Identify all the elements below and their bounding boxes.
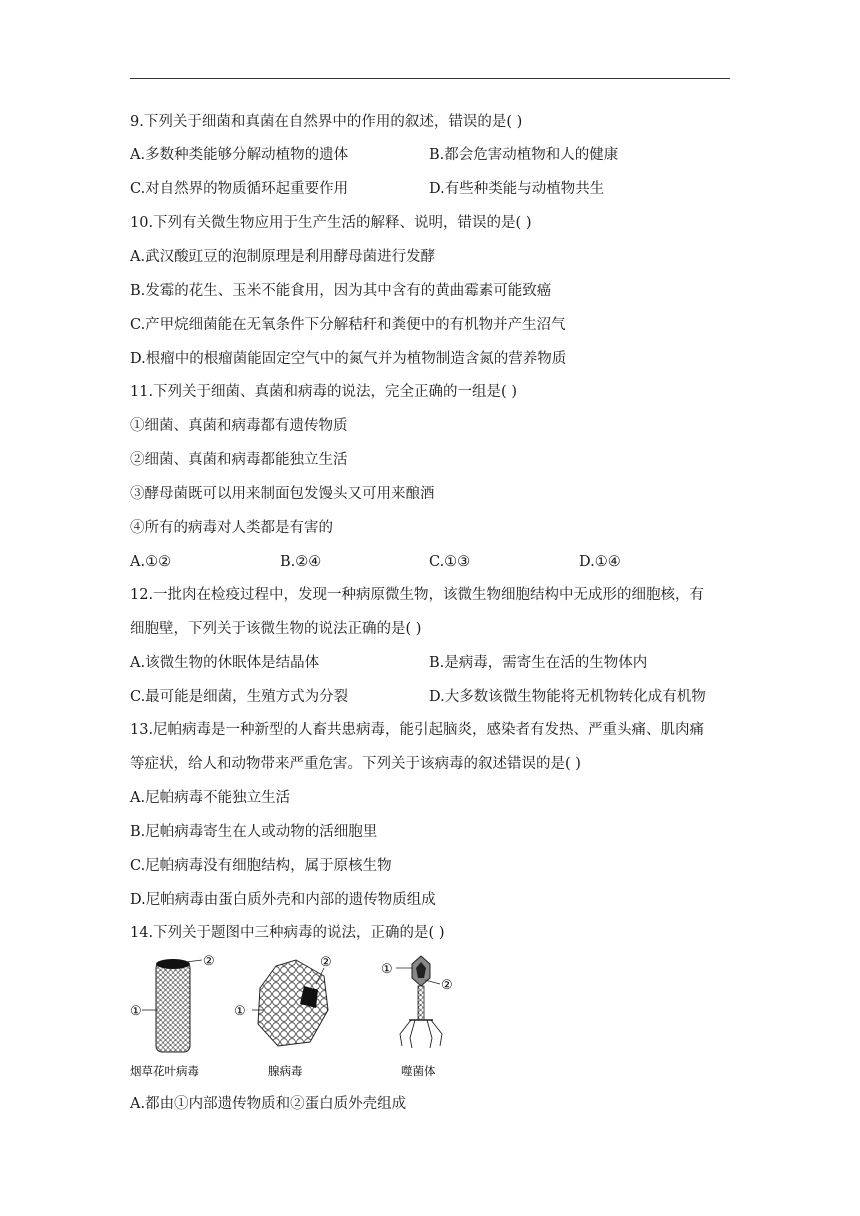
phage-label-1: ① [381, 962, 393, 977]
tmv-label-2: ② [203, 954, 215, 969]
phage-label-2: ② [441, 978, 453, 993]
q12-option-a: A.该微生物的休眠体是结晶体 [130, 655, 320, 671]
virus-figure [128, 950, 468, 1085]
q9-option-d: D.有些种类能与动植物共生 [429, 181, 605, 197]
q11-statement-4: ④所有的病毒对人类都是有害的 [130, 520, 333, 536]
q10-option-c: C.产甲烷细菌能在无氧条件下分解秸秆和粪便中的有机物并产生沼气 [130, 317, 566, 333]
q11-option-c: C.①③ [429, 554, 471, 570]
header-rule [130, 78, 730, 79]
q10-option-b: B.发霉的花生、玉米不能食用，因为其中含有的黄曲霉素可能致癌 [130, 283, 552, 299]
bacteriophage-illustration [381, 956, 453, 1078]
q12-stem-line1: 12.一批肉在检疫过程中，发现一种病原微生物，该微生物细胞结构中无成形的细胞核，有 [130, 587, 705, 603]
adenovirus-label-2: ② [320, 955, 332, 970]
q12-option-c: C.最可能是细菌，生殖方式为分裂 [130, 689, 349, 705]
q14-option-a: A.都由①内部遗传物质和②蛋白质外壳组成 [130, 1096, 407, 1112]
q13-stem-line1: 13.尼帕病毒是一种新型的人畜共患病毒，能引起脑炎，感染者有发热、严重头痛、肌肉痛 [130, 722, 705, 738]
q12-stem-line2: 细胞壁，下列关于该微生物的说法正确的是( ) [130, 621, 422, 637]
q10-option-a: A.武汉酸豇豆的泡制原理是利用酵母菌进行发酵 [130, 249, 436, 265]
tmv-illustration [130, 954, 215, 1078]
q9-option-a: A.多数种类能够分解动植物的遗体 [130, 147, 349, 163]
q11-option-b: B.②④ [280, 554, 322, 570]
phage-caption: 噬菌体 [401, 1064, 436, 1078]
tmv-caption: 烟草花叶病毒 [130, 1064, 199, 1078]
q13-option-a: A.尼帕病毒不能独立生活 [130, 790, 291, 806]
q11-statement-3: ③酵母菌既可以用来制面包发馒头又可用来酿酒 [130, 486, 435, 502]
q11-option-a: A.①② [130, 554, 172, 570]
q10-option-d: D.根瘤中的根瘤菌能固定空气中的氮气并为植物制造含氮的营养物质 [130, 351, 567, 367]
q13-option-c: C.尼帕病毒没有细胞结构，属于原核生物 [130, 858, 392, 874]
adenovirus-caption: 腺病毒 [268, 1064, 303, 1078]
adenovirus-label-1: ① [234, 1004, 246, 1019]
q11-statement-2: ②细菌、真菌和病毒都能独立生活 [130, 452, 348, 468]
q9-option-b: B.都会危害动植物和人的健康 [429, 147, 619, 163]
q11-stem: 11.下列关于细菌、真菌和病毒的说法，完全正确的一组是( ) [130, 384, 517, 400]
q14-stem: 14.下列关于题图中三种病毒的说法，正确的是( ) [130, 925, 445, 941]
q10-stem: 10.下列有关微生物应用于生产生活的解释、说明，错误的是( ) [130, 215, 532, 231]
adenovirus-illustration [234, 955, 332, 1078]
q13-option-d: D.尼帕病毒由蛋白质外壳和内部的遗传物质组成 [130, 892, 436, 908]
q12-option-b: B.是病毒，需寄生在活的生物体内 [429, 655, 648, 671]
q9-option-c: C.对自然界的物质循环起重要作用 [130, 181, 349, 197]
q9-stem: 9.下列关于细菌和真菌在自然界中的作用的叙述，错误的是( ) [130, 114, 523, 130]
q13-option-b: B.尼帕病毒寄生在人或动物的活细胞里 [130, 824, 378, 840]
q13-stem-line2: 等症状，给人和动物带来严重危害。下列关于该病毒的叙述错误的是( ) [130, 756, 581, 772]
q11-statement-1: ①细菌、真菌和病毒都有遗传物质 [130, 418, 348, 434]
q11-option-d: D.①④ [579, 554, 621, 570]
tmv-label-1: ① [130, 1004, 142, 1019]
q12-option-d: D.大多数该微生物能将无机物转化成有机物 [429, 689, 706, 705]
